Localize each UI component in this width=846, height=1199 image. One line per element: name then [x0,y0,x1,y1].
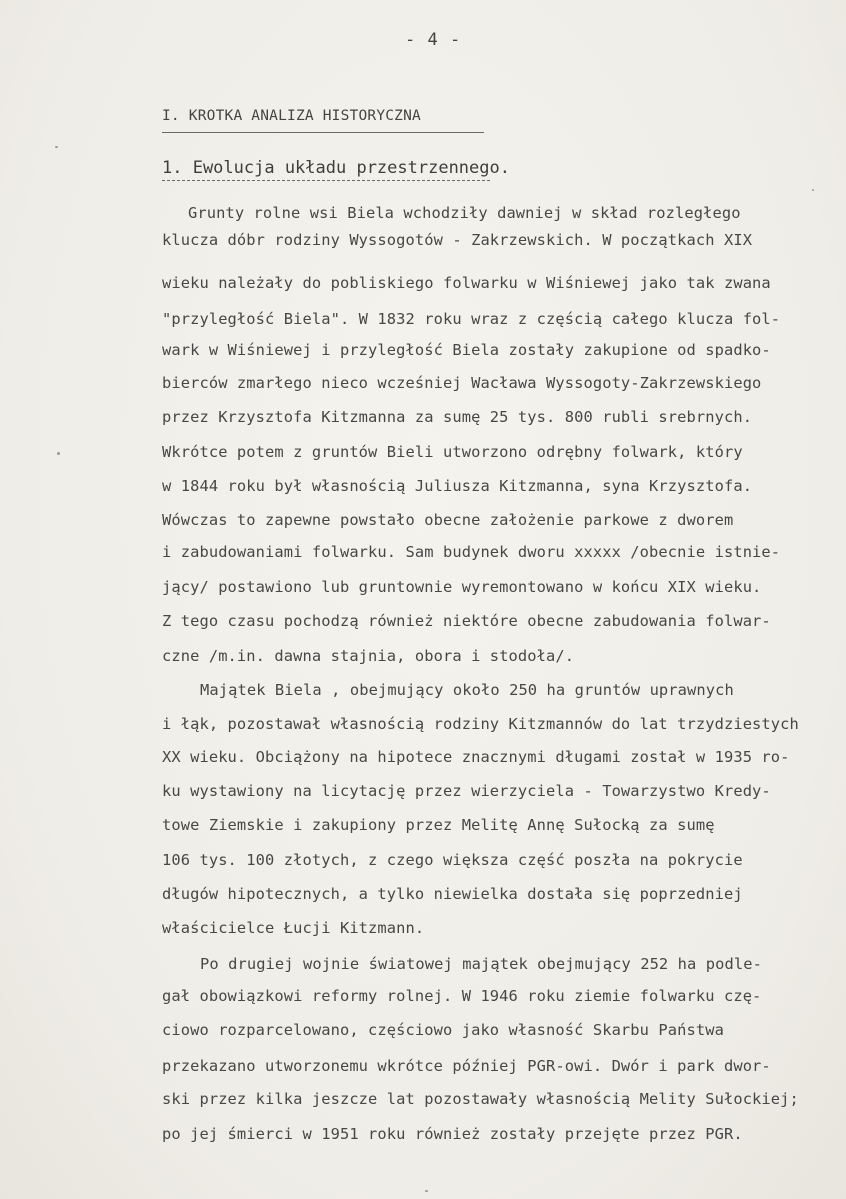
paragraph-1-line-3: wieku należały do pobliskiego folwarku w Wiśniewej jako tak zwana [162,274,771,292]
section-heading: 1. Ewolucja układu przestrzennego. [162,158,510,178]
margin-mark [425,1190,428,1192]
paragraph-1-line-13: Z tego czasu pochodzą również niektóre obecne zabudowania folwar- [162,612,771,630]
paragraph-1-line-9: w 1844 roku był własnością Juliusza Kitzmanna, syna Krzysztofa. [162,477,753,495]
margin-mark [812,189,814,191]
paragraph-1-line-4: "przyległość Biela". W 1832 roku wraz z częścią całego klucza fol- [162,310,781,328]
paragraph-1-line-2: klucza dóbr rodziny Wyssogotów - Zakrzewskich. W początkach XIX [162,231,753,249]
chapter-underline [162,132,484,133]
paragraph-2-line-8: właścicielce Łucji Kitzmann. [162,919,425,937]
paragraph-1-line-12: jący/ postawiono lub gruntownie wyremontowano w końcu XIX wieku. [162,578,762,596]
paragraph-2-line-6: 106 tys. 100 złotych, z czego większa część poszła na pokrycie [162,851,743,869]
paragraph-1-line-5: wark w Wiśniewej i przyległość Biela zostały zakupione od spadko- [162,341,771,359]
paragraph-2-line-1: Majątek Biela , obejmujący około 250 ha gruntów uprawnych [200,681,734,699]
paragraph-3-line-2: gał obowiązkowi reformy rolnej. W 1946 roku ziemie folwarku czę- [162,987,762,1005]
paragraph-1-line-14: czne /m.in. dawna stajnia, obora i stodoła/. [162,647,575,665]
paragraph-3-line-5: ski przez kilka jeszcze lat pozostawały własnością Melity Sułockiej; [162,1090,799,1108]
paragraph-2-line-3: XX wieku. Obciążony na hipotece znacznymi długami został w 1935 ro- [162,748,790,766]
paragraph-1-line-1: Grunty rolne wsi Biela wchodziły dawniej w skład rozległego [188,204,741,222]
margin-mark [55,146,58,148]
paragraph-1-line-6: bierców zmarłego nieco wcześniej Wacława Wyssogoty-Zakrzewskiego [162,374,762,392]
paragraph-1-line-10: Wówczas to zapewne powstało obecne założenie parkowe z dworem [162,511,734,529]
paragraph-3-line-4: przekazano utworzonemu wkrótce później PGR-owi. Dwór i park dwor- [162,1057,771,1075]
section-underline [162,180,490,181]
chapter-heading: I. KROTKA ANALIZA HISTORYCZNA [162,108,421,124]
paragraph-2-line-5: towe Ziemskie i zakupiony przez Melitę Annę Sułocką za sumę [162,816,715,834]
paragraph-1-line-11: i zabudowaniami folwarku. Sam budynek dworu xxxxx /obecnie istnie- [162,543,781,561]
paragraph-3-line-3: ciowo rozparcelowano, częściowo jako własność Skarbu Państwa [162,1021,724,1039]
paragraph-1-line-8: Wkrótce potem z gruntów Bieli utworzono odrębny folwark, który [162,443,743,461]
paragraph-1-line-7: przez Krzysztofa Kitzmanna za sumę 25 tys. 800 rubli srebrnych. [162,408,753,426]
paragraph-3-line-1: Po drugiej wojnie światowej majątek obejmujący 252 ha podle- [200,955,762,973]
paragraph-2-line-4: ku wystawiony na licytację przez wierzyciela - Towarzystwo Kredy- [162,782,771,800]
page-number: - 4 - [405,30,462,50]
paragraph-2-line-7: długów hipotecznych, a tylko niewielka dostała się poprzedniej [162,885,743,903]
margin-mark [57,452,60,455]
paragraph-2-line-2: i łąk, pozostawał własnością rodziny Kitzmannów do lat trzydziestych [162,715,799,733]
paragraph-3-line-6: po jej śmierci w 1951 roku również zostały przejęte przez PGR. [162,1125,743,1143]
